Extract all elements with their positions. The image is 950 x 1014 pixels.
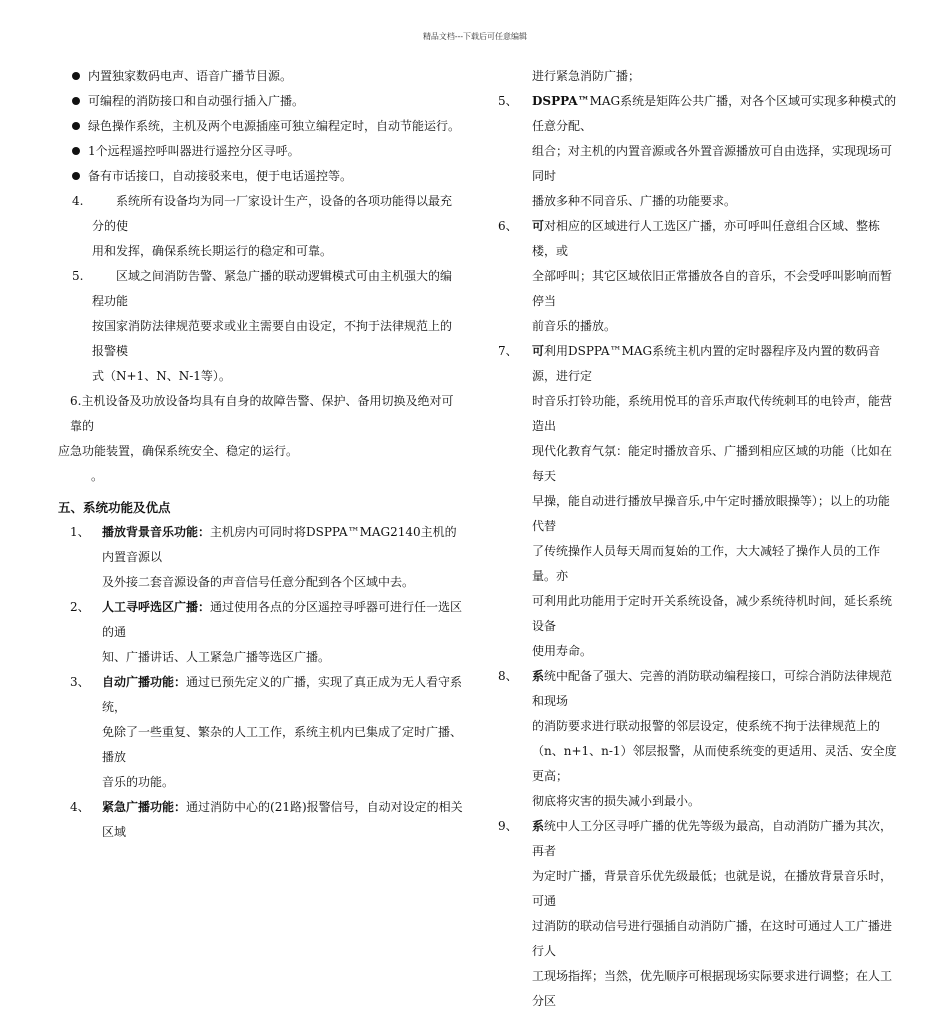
numbered-item — [498, 664, 898, 814]
item-line: （n、n+1、n-1）邻层报警，从而使系统变的更适用、灵活、安全度更高； — [532, 744, 897, 783]
item-line: 播放背景音乐功能：主机房内可同时将DSPPA™MAG2140主机的内置音源以 — [102, 525, 457, 564]
item-line: 区域之间消防告警、紧急广播的联动逻辑模式可由主机强大的编程功能 — [92, 269, 453, 308]
item-number: 4. — [72, 194, 84, 208]
item-line: 早操，能自动进行播放早操音乐,中午定时播放眼操等）；以上的功能代替 — [532, 494, 890, 533]
item-number: 6、 — [498, 219, 518, 233]
item-number: 3、 — [70, 675, 90, 689]
numbered-item-4 — [58, 189, 463, 264]
item-number: 7、 — [498, 344, 518, 358]
stray-mark: 。 — [91, 469, 104, 483]
bullet-item: 绿色操作系统，主机及两个电源插座可独立编程定时，自动节能运行。 — [58, 114, 463, 139]
numbered-item — [498, 214, 898, 339]
item-line: 应急功能装置，确保系统安全、稳定的运行。 — [58, 444, 299, 458]
item-line: 用和发挥，确保系统长期运行的稳定和可靠。 — [92, 244, 333, 258]
numbered-item — [498, 339, 898, 664]
item-line: 免除了一些重复、繁杂的人工工作，系统主机内已集成了定时广播、播放 — [102, 725, 463, 764]
item-line: 工现场指挥；当然，优先顺序可根据现场实际要求进行调整；在人工分区 — [532, 969, 893, 1008]
item-line: 知、广播讲话、人工紧急广播等选区广播。 — [102, 650, 331, 664]
numbered-item — [498, 814, 898, 1014]
feature-item — [58, 520, 463, 595]
left-column — [58, 64, 463, 845]
item-number: 9、 — [498, 819, 518, 833]
item-number: 4、 — [70, 800, 90, 814]
item-line: 全部呼叫；其它区域依旧正常播放各自的音乐，不会受呼叫影响而暂停当 — [532, 269, 893, 308]
feature-title: 自动广播功能： — [102, 675, 187, 689]
bullet-icon — [72, 122, 80, 130]
item-line: 播放多种不同音乐、广播的功能要求。 — [532, 194, 737, 208]
feature-item — [58, 670, 463, 795]
bullet-item: 1个远程遥控呼叫器进行遥控分区寻呼。 — [58, 139, 463, 164]
feature-title: 人工寻呼选区广播： — [102, 600, 211, 614]
feature-item — [58, 595, 463, 670]
bullet-item: 内置独家数码电声、语音广播节目源。 — [58, 64, 463, 89]
item-line: 按国家消防法律规范要求或业主需要自由设定，不拘于法律规范上的报警模 — [92, 319, 453, 358]
item-number: 1、 — [70, 525, 90, 539]
item-line: 可对相应的区域进行人工选区广播，亦可呼叫任意组合区域、整栋楼，或 — [532, 219, 881, 258]
item-line: 音乐的功能。 — [102, 775, 175, 789]
item-line: 彻底将灾害的损失减小到最小。 — [532, 794, 701, 808]
item-number: 5、 — [498, 94, 518, 108]
item-line: 6.主机设备及功放设备均具有自身的故障告警、保护、备用切换及绝对可靠的 — [70, 394, 454, 433]
item-number: 5. — [72, 269, 84, 283]
item-line: 前音乐的播放。 — [532, 319, 617, 333]
numbered-item — [498, 89, 898, 214]
item-line: 现代化教育气氛：能定时播放音乐、广播到相应区域的功能（比如在每天 — [532, 444, 893, 483]
item-line: 的消防要求进行联动报警的邻层设定，使系统不拘于法律规范上的 — [532, 719, 881, 733]
item-line: 紧急广播功能：通过消防中心的(21路)报警信号，自动对设定的相关区域 — [102, 800, 463, 839]
item-line: DSPPA™MAG系统是矩阵公共广播，对各个区域可实现多种模式的任意分配、 — [532, 94, 897, 133]
item-line: 系统所有设备均为同一厂家设计生产，设备的各项功能得以最充分的使 — [92, 194, 453, 233]
item-line: 可利用此功能用于定时开关系统设备，减少系统待机时间，延长系统设备 — [532, 594, 893, 633]
item-line: 过消防的联动信号进行强插自动消防广播，在这时可通过人工广播进行人 — [532, 919, 893, 958]
item-number: 2、 — [70, 600, 90, 614]
item-line: 式（N+1、N、N-1等）。 — [92, 369, 231, 383]
item-line: 可利用DSPPA™MAG系统主机内置的定时器程序及内置的数码音源，进行定 — [532, 344, 881, 383]
bullet-item: 可编程的消防接口和自动强行插入广播。 — [58, 89, 463, 114]
numbered-item-6 — [58, 389, 463, 464]
item-line: 系统中人工分区寻呼广播的优先等级为最高，自动消防广播为其次，再者 — [532, 819, 893, 858]
feature-item — [58, 795, 463, 845]
item-line: 及外接二套音源设备的声音信号任意分配到各个区域中去。 — [102, 575, 415, 589]
item-line: 组合；对主机的内置音源或各外置音源播放可自由选择，实现现场可同时 — [532, 144, 893, 183]
item-line: 为定时广播，背景音乐优先级最低；也就是说，在播放背景音乐时，可通 — [532, 869, 893, 908]
item-number: 8、 — [498, 669, 518, 683]
page-header: 精品文档---下载后可任意编辑 — [422, 32, 528, 41]
item-line: 使用寿命。 — [532, 644, 593, 658]
numbered-item-5 — [58, 264, 463, 389]
item-line: 了传统操作人员每天周而复始的工作，大大减轻了操作人员的工作量。亦 — [532, 544, 881, 583]
item-line: 时音乐打铃功能，系统用悦耳的音乐声取代传统刺耳的电铃声，能营造出 — [532, 394, 893, 433]
item-line: 系统中配备了强大、完善的消防联动编程接口，可综合消防法律规范和现场 — [532, 669, 893, 708]
right-column — [498, 64, 898, 1014]
bullet-item: 备有市话接口，自动接驳来电，便于电话遥控等。 — [58, 164, 463, 189]
continued-line: 进行紧急消防广播； — [532, 69, 641, 83]
feature-title: 播放背景音乐功能： — [102, 525, 211, 539]
item-line: 自动广播功能：通过已预先定义的广播，实现了真正成为无人看守系统， — [102, 675, 463, 714]
bullet-icon — [72, 147, 80, 155]
bullet-icon — [72, 97, 80, 105]
bullet-icon — [72, 72, 80, 80]
feature-title: 紧急广播功能： — [102, 800, 187, 814]
bullet-icon — [72, 172, 80, 180]
section-title: 五、系统功能及优点 — [58, 500, 171, 515]
item-line: 人工寻呼选区广播：通过使用各点的分区遥控寻呼器可进行任一选区的通 — [102, 600, 463, 639]
